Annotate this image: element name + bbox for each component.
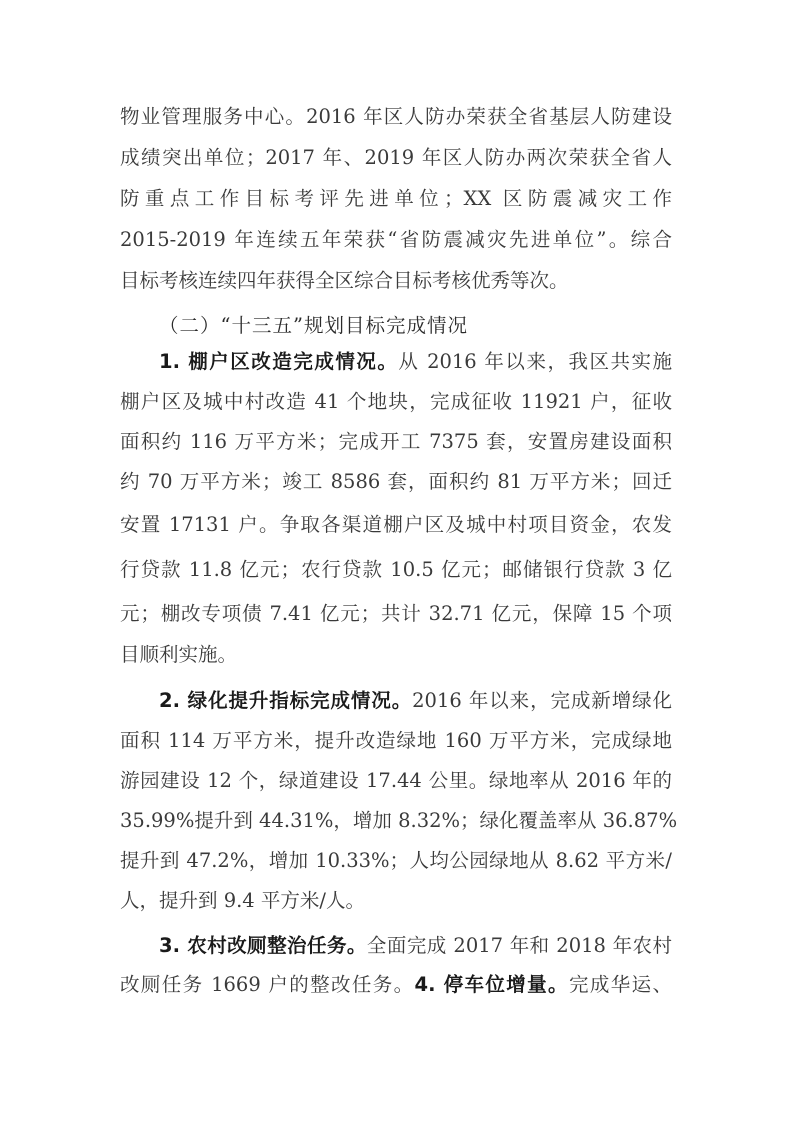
item-title: 4. 停车位增量。 [414,973,569,996]
item-line: 提升到 47.2%，增加 10.33%；人均公园绿地从 8.62 平方米/ [120,849,672,872]
paragraph-line: 目标考核连续四年获得全区综合目标考核优秀等次。 [120,269,569,292]
item-text: 改厕任务 1669 户的整改任务。 [120,973,415,996]
item-first-line [159,686,672,716]
item-line [120,970,672,1000]
item-title: 2. 绿化提升指标完成情况。 [159,689,413,712]
paragraph-line: 物业管理服务中心。2016 年区人防办荣获全省基层人防建设 [120,105,672,128]
item-line: 安置 17131 户。争取各渠道棚户区及城中村项目资金，农发 [120,513,672,536]
item-line: 人，提升到 9.4 平方米/人。 [120,889,365,912]
item-line: 行贷款 11.8 亿元；农行贷款 10.5 亿元；邮储银行贷款 3 亿 [120,558,672,581]
item-line: 棚户区及城中村改造 41 个地块，完成征收 11921 户，征收 [120,390,672,413]
paragraph-line: 成绩突出单位；2017 年、2019 年区人防办两次荣获全省人 [120,146,672,169]
item-title: 1. 棚户区改造完成情况。 [159,350,399,373]
item-line: 游园建设 12 个，绿道建设 17.44 公里。绿地率从 2016 年的 [120,769,672,792]
item-line: 面积 114 万平方米，提升改造绿地 160 万平方米，完成绿地 [120,729,672,752]
item-text: 全面完成 2017 年和 2018 年农村 [366,934,673,957]
item-line: 约 70 万平方米；竣工 8586 套，面积约 81 万平方米；回迁 [120,470,672,493]
item-line: 目顺利实施。 [120,643,238,666]
item-text: 从 2016 年以来，我区共实施 [398,350,672,373]
paragraph-line: 防重点工作目标考评先进单位；XX 区防震减灾工作 [120,187,672,210]
item-first-line [159,347,672,377]
item-line: 面积约 116 万平方米；完成开工 7375 套，安置房建设面积 [120,430,672,453]
paragraph-line: 2015-2019 年连续五年荣获“省防震减灾先进单位”。综合 [120,228,672,251]
item-line: 元；棚改专项债 7.41 亿元；共计 32.71 亿元，保障 15 个项 [120,602,672,625]
item-first-line [159,931,672,961]
item-text: 2016 年以来，完成新增绿化 [412,689,672,712]
item-line: 35.99%提升到 44.31%，增加 8.32%；绿化覆盖率从 36.87% [120,809,678,832]
item-title: 3. 农村改厕整治任务。 [159,934,367,957]
item-text: 完成华运、 [568,973,672,996]
section-heading: （二）“十三五”规划目标完成情况 [159,314,468,337]
